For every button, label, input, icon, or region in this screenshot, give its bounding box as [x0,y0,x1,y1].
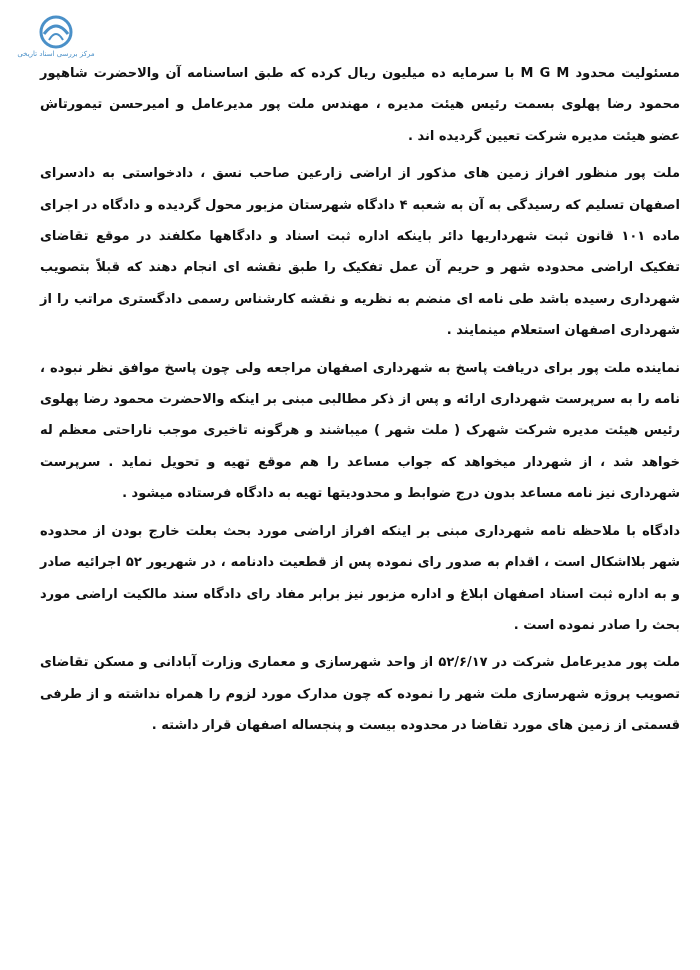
paragraph-land-partition: ملت پور منظور افراز زمین های مذکور از اراضی زارعین صاحب نسق ، دادخواستی به دادسرای اصفهان تسلیم که رسیدگی به آن به شعبه ۴ دادگاه شهرستان مزبور محول گردیده و دادگاه در اجرای ماده ۱۰۱ قانون ثبت شهرداریها دائر باینکه اداره ثبت اسناد و دادگاهها مکلفند در موقع تقاضای تفکیک اراضی محدوده شهر و حریم آن عمل تفکیک را طبق نقشه ای انجام دهند که قبلاً بتصویب شهرداری رسیده باشد طی نامه ای منضم به نظریه و نقشه کارشناس رسمی دادگستری مراتب را از شهرداری اصفهان استعلام مینمایند . [40,166,681,339]
paragraph-project-approval: ملت پور مدیرعامل شرکت در ۵۲/۶/۱۷ از واحد شهرسازی و معماری وزارت آبادانی و مسکن تقاضای تصویب پروژه شهرسازی ملت شهر را نموده که چون مدارک مورد لزوم را همراه نداشته و از طرفی قسمتی از زمین های مورد تقاضا در محدوده بیست و پنجساله اصفهان قرار داشته . [40,655,680,734]
document-body [40,58,680,748]
paragraph-court-ruling: دادگاه با ملاحظه نامه شهرداری مبنی بر اینکه افراز اراضی مورد بحث بعلت خارج بودن از محدوده شهر بلااشکال است ، اقدام به صدور رای نموده پس از قطعیت دادنامه ، در شهریور ۵۲ اجرائیه صادر و به اداره ثبت اسناد اصفهان ابلاغ و اداره مزبور نیز برابر مفاد رای دادگاه سند مالکیت اراضی مورد بحث را صادر نموده است . [40,523,681,633]
archive-emblem-icon [10,14,102,54]
paragraph-representative: نماینده ملت پور برای دریافت پاسخ به شهرداری اصفهان مراجعه ولی چون پاسخ موافق نظر نبوده ، نامه را به سرپرست شهرداری ارائه و پس از ذکر مطالبی مبنی بر اینکه والاحضرت محمود رضا پهلوی رئیس هیئت مدیره شرکت شهرک ( ملت شهر ) میباشند و هرگونه تاخیری موجب ناراحتی معظم له خواهد شد ، از شهردار میخواهد که جواب مساعد را هم موقع تهیه و تحویل نماید . سرپرست شهرداری نیز نامه مساعد بدون درج ضوابط و محدودیتها تهیه به دادگاه فرستاده میشود . [40,360,680,502]
logo-caption: مرکز بررسی اسناد تاریخی [17,50,95,58]
archive-logo [10,14,102,64]
paragraph-company-management: مسئولیت محدود M G M با سرمایه ده میلیون ریال کرده که طبق اساسنامه آن والاحضرت شاهپور محمود رضا پهلوی بسمت رئیس هیئت مدیره ، مهندس ملت پور مدیرعامل و امیرحسن تیمورتاش عضو هیئت مدیره شرکت تعیین گردیده اند . [40,66,680,144]
